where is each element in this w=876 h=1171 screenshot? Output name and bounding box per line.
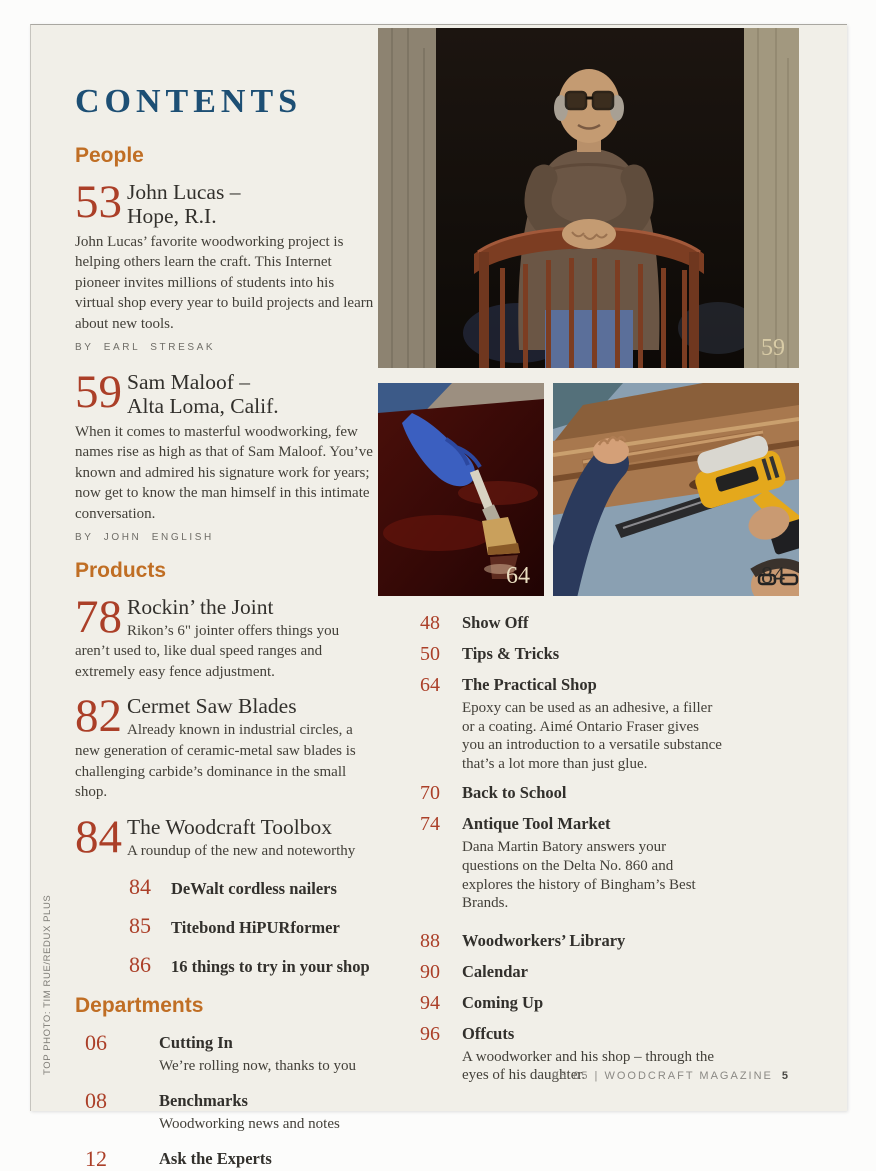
toc-entry-ask-the-experts: [85, 1148, 375, 1170]
photo-page-ref: 59: [761, 335, 785, 361]
contents-column: [75, 84, 375, 1170]
entry-title-line2: Alta Loma, Calif.: [127, 393, 279, 418]
entry-title: DeWalt cordless nailers: [171, 879, 337, 899]
entry-page-number: 82: [75, 690, 122, 743]
toc-subentry-titebond: [129, 913, 375, 939]
toc-entry-tips-tricks: [420, 643, 730, 665]
wood-post-right: [744, 28, 799, 368]
entry-description: When it comes to masterful woodworking, few names rise as high as that of Sam Maloof. You’ve known and admired his signature work for years; now get to know the man himself in this intimate conversation.: [75, 423, 373, 523]
glasses-left-lens: [566, 92, 586, 109]
entry-page-number: 12: [85, 1146, 107, 1171]
section-heading-products: Products: [75, 558, 167, 582]
entry-description: We’re rolling now, thanks to you: [159, 1058, 356, 1075]
entry-title: Calendar: [462, 961, 528, 981]
entry-page-number: 74: [420, 813, 440, 836]
toc-entry-calendar: [420, 961, 730, 983]
entry-page-number: 84: [129, 874, 151, 900]
entry-description: Dana Martin Batory answers your questions on the Delta No. 860 and explores the history of Bingham’s Best Brands.: [462, 839, 696, 912]
entry-page-number: 50: [420, 643, 440, 665]
entry-page-number: 78: [75, 590, 122, 643]
toc-entry-john-lucas: [75, 175, 375, 353]
entry-title: 16 things to try in your shop: [171, 957, 370, 977]
page-title: CONTENTS: [75, 83, 303, 120]
entry-page-number: 06: [85, 1030, 107, 1056]
entry-page-number: 59: [75, 365, 122, 418]
entry-description: John Lucas’ favorite woodworking project is helping others learn the craft. This Internet pioneer invites millions of students into his virtual shop every year to build projects and learn about new tools.: [75, 233, 374, 333]
entry-title: The Practical Shop: [462, 675, 597, 694]
entry-page-number: 94: [420, 991, 440, 1014]
entry-title: Show Off: [462, 613, 529, 632]
entry-byline: BY EARL STRESAK: [75, 341, 216, 353]
toc-entry-antique-tool-market: [420, 813, 730, 912]
toc-entry-cutting-in: [85, 1032, 375, 1076]
toc-subentry-dewalt-nailers: [129, 874, 375, 900]
entry-description: Already known in industrial circles, a new generation of ceramic-metal saw blades is challenging carbide’s dominance in the small shop.: [75, 722, 356, 801]
entry-title-line1: Sam Maloof –: [127, 369, 251, 394]
entry-title: The Woodcraft Toolbox: [127, 814, 332, 839]
entry-description: Rikon’s 6" jointer offers things you aren’t used to, like dual speed ranges and extremely easy fence adjustment.: [75, 622, 340, 680]
toc-entry-practical-shop: [420, 674, 730, 773]
entry-title-line2: Hope, R.I.: [127, 203, 217, 228]
entry-page-number: 70: [420, 782, 440, 805]
entry-page-number: 64: [420, 674, 440, 696]
entry-description: A woodworker and his shop – through the eyes of his daughter.: [462, 1048, 715, 1084]
toc-entry-sam-maloof: [75, 365, 375, 543]
footer-issue-line: 05.05 | WOODCRAFT MAGAZINE: [551, 1070, 773, 1082]
entry-page-number: 48: [420, 612, 440, 634]
page-footer: [552, 1070, 788, 1082]
entry-title: Rockin’ the Joint: [127, 594, 274, 619]
entry-page-number: 53: [75, 175, 122, 228]
entry-title: Cermet Saw Blades: [127, 694, 297, 719]
toc-entry-rockin-the-joint: [75, 590, 375, 683]
photo-page-ref: 84: [761, 563, 785, 589]
entry-title: Titebond HiPURformer: [171, 918, 340, 938]
entry-page-number: 85: [129, 913, 151, 939]
entry-page-number: 90: [420, 960, 440, 983]
photo-epoxy-brush: [378, 383, 544, 596]
toc-entry-coming-up: [420, 992, 730, 1014]
toc-subentry-16-things: [129, 952, 375, 978]
chair-stile-left: [479, 252, 489, 368]
toc-entry-woodworkers-library: [420, 930, 730, 952]
section-heading-people: People: [75, 143, 144, 167]
entry-title: Tips & Tricks: [462, 644, 560, 663]
footer-page-number: 5: [781, 1070, 788, 1082]
entry-page-number: 96: [420, 1022, 440, 1045]
entry-byline: BY JOHN ENGLISH: [75, 531, 214, 543]
entry-title: Ask the Experts: [159, 1149, 272, 1169]
gloss-streak: [458, 481, 538, 505]
photo-sam-maloof: [378, 28, 799, 368]
glasses-right-lens: [593, 92, 613, 109]
toc-entry-woodcraft-toolbox: [75, 810, 375, 863]
photo-page-ref: 64: [506, 563, 530, 589]
entry-title: Back to School: [462, 783, 567, 803]
entry-title: Offcuts: [462, 1023, 515, 1043]
entry-page-number: 84: [75, 810, 122, 863]
departments-column: [420, 612, 730, 1094]
section-heading-departments: Departments: [75, 994, 204, 1018]
toc-entry-back-to-school: [420, 782, 730, 804]
chair-stile-right: [689, 252, 699, 368]
entry-page-number: 86: [129, 952, 151, 978]
entry-title: Coming Up: [462, 992, 544, 1012]
toc-entry-cermet-saw-blades: [75, 690, 375, 802]
entry-title: Woodworkers’ Library: [462, 930, 626, 950]
clasped-hands: [562, 219, 616, 249]
entry-title-line1: John Lucas –: [127, 179, 241, 204]
entry-page-number: 88: [420, 929, 440, 952]
photo-credit: TOP PHOTO: TIM RUE/REDUX PLUS: [42, 894, 53, 1075]
entry-title: Benchmarks: [159, 1091, 248, 1111]
photo-dewalt-nailer: [553, 383, 799, 596]
gloss-streak: [383, 515, 493, 551]
sam-maloof-illustration: [378, 28, 799, 368]
toc-entry-show-off: [420, 612, 730, 634]
left-hand: [593, 438, 629, 464]
entry-title: Antique Tool Market: [462, 814, 611, 834]
entry-page-number: 08: [85, 1088, 107, 1114]
entry-title: Cutting In: [159, 1033, 233, 1053]
entry-description: A roundup of the new and noteworthy: [127, 842, 356, 859]
entry-description: Woodworking news and notes: [159, 1116, 340, 1133]
entry-description: Epoxy can be used as an adhesive, a filler or a coating. Aimé Ontario Fraser gives you an introduction to a versatile substance that’s a lot more than just glue.: [462, 700, 722, 772]
toc-entry-benchmarks: [85, 1090, 375, 1134]
